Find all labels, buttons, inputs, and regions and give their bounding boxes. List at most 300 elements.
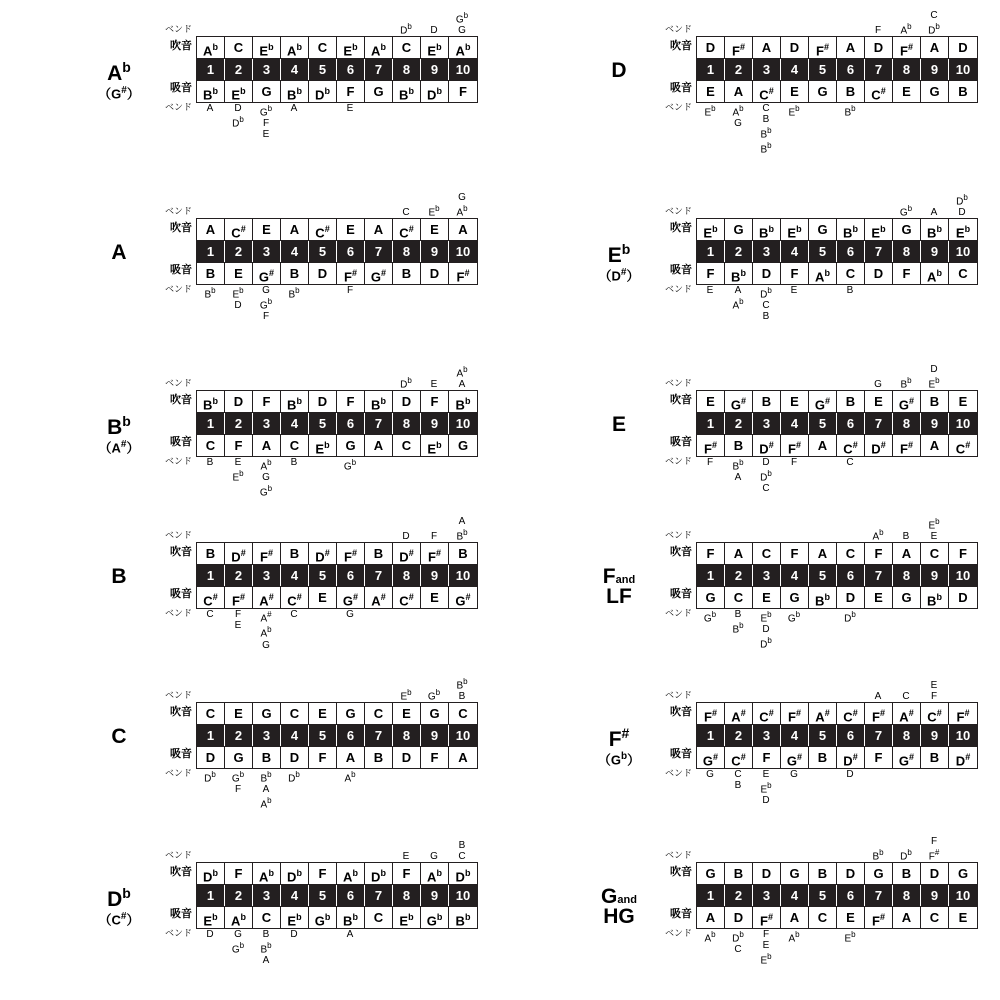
bend-cell	[864, 609, 892, 651]
draw-row-label: 吸音	[170, 82, 192, 94]
bend-cell: $D^b$	[204, 770, 216, 785]
hole-number-cell: 3	[753, 885, 781, 906]
bend-cell	[392, 769, 420, 811]
bend-row	[196, 285, 476, 322]
blow-cell: E	[781, 391, 809, 412]
bend-cell	[364, 103, 392, 140]
draw-cell: $B^b$	[281, 81, 309, 102]
blow-cell: G	[697, 863, 725, 884]
overblow-row-label: ベンド	[664, 378, 692, 388]
bend-cell: B	[846, 285, 854, 296]
blow-row	[196, 36, 478, 58]
bend-cell	[392, 457, 420, 499]
key-chart	[580, 192, 971, 323]
draw-cell: F	[225, 435, 253, 456]
hole-number-row	[196, 240, 478, 262]
hole-number-cell: 9	[421, 59, 449, 80]
hole-number-cell: 6	[837, 59, 865, 80]
key-name	[80, 14, 158, 101]
hole-number-cell: 10	[955, 568, 971, 583]
hole-number-cell: 6	[837, 413, 865, 434]
blow-cell: C	[458, 706, 468, 721]
blow-cell: F#	[893, 37, 921, 58]
draw-cell: $A^b$	[921, 263, 949, 284]
draw-cell: D	[281, 747, 309, 768]
overblow-cell: $B^b$ B	[456, 676, 468, 702]
hole-number-cell: 1	[697, 725, 725, 746]
bend-cell: B $B^b$ A	[260, 929, 272, 967]
draw-cell: D#	[753, 435, 781, 456]
key-chart	[80, 840, 471, 967]
overblow-cell: $E^b$	[400, 687, 412, 702]
hole-number-cell: 10	[955, 416, 971, 431]
blow-row-label: 吹音	[170, 546, 192, 558]
draw-cell: F	[459, 84, 467, 99]
draw-cell: $E^b$	[421, 435, 449, 456]
draw-cell: G	[893, 587, 921, 608]
bend-cell: C B $B^b$ $B^b$	[760, 103, 772, 156]
blow-cell: C	[281, 703, 309, 724]
blow-cell: D	[837, 863, 865, 884]
overblow-row-label: ベンド	[664, 530, 692, 540]
blow-cell: $D^b$	[197, 863, 225, 884]
hole-number-cell: 8	[893, 413, 921, 434]
overblow-row	[196, 10, 476, 36]
blow-row-label: 吹音	[670, 40, 692, 52]
hole-number-cell: 3	[253, 885, 281, 906]
bend-cell	[392, 929, 420, 966]
bend-cell	[308, 457, 336, 499]
draw-cell: G#	[455, 592, 471, 609]
bend-cell: $A^b$	[344, 770, 356, 785]
draw-cell: F#	[697, 435, 725, 456]
key-name-primary: F#	[608, 725, 630, 751]
draw-cell: $B^b$	[809, 587, 837, 608]
overblow-row-label: ベンド	[664, 850, 692, 860]
bend-cell: E	[790, 285, 798, 296]
bend-cell	[448, 609, 476, 651]
key-name	[580, 840, 658, 928]
hole-number-cell: 2	[225, 59, 253, 80]
bend-cell	[420, 285, 448, 322]
draw-cell: E	[781, 81, 809, 102]
bend-cell	[392, 103, 420, 140]
bend-cell	[808, 285, 836, 322]
overblow-cell: $E^b$ E	[928, 516, 940, 542]
blow-cell: F	[421, 391, 449, 412]
blow-cell: $E^b$	[697, 219, 725, 240]
blow-cell: D	[781, 37, 809, 58]
draw-row	[696, 262, 978, 285]
draw-cell: $E^b$	[393, 907, 421, 928]
hole-number-cell: 5	[309, 885, 337, 906]
bend-row-label: ベンド	[164, 102, 192, 112]
bend-row-label: ベンド	[164, 608, 192, 618]
bend-cell: B $B^b$	[732, 609, 744, 636]
blow-cell: G	[809, 219, 837, 240]
hole-number-cell: 2	[725, 885, 753, 906]
draw-cell: E	[837, 907, 865, 928]
blow-cell: C	[197, 703, 225, 724]
hole-grid	[696, 218, 978, 285]
draw-row	[696, 80, 978, 103]
hole-number-row	[696, 58, 978, 80]
overblow-row-label: ベンド	[164, 378, 192, 388]
overblow-row-label: ベンド	[164, 850, 192, 860]
bend-cell	[892, 103, 920, 156]
hole-grid	[196, 862, 478, 929]
bend-row-label: ベンド	[664, 102, 692, 112]
hole-number-row	[196, 724, 478, 746]
bend-cell: $A^b$	[704, 930, 716, 945]
hole-number-cell: 6	[837, 241, 865, 262]
blow-row-label: 吹音	[670, 706, 692, 718]
hole-number-cell: 10	[455, 62, 471, 77]
hole-number-cell: 3	[753, 241, 781, 262]
overblow-row-label: ベンド	[164, 24, 192, 34]
draw-cell: $D^b$	[309, 81, 337, 102]
key-name-secondary: LF	[606, 585, 632, 609]
hole-number-cell: 7	[865, 725, 893, 746]
hole-number-row	[196, 412, 478, 434]
key-chart	[580, 516, 971, 651]
bend-cell	[420, 609, 448, 651]
hole-number-cell: 7	[865, 59, 893, 80]
draw-cell: B	[365, 747, 393, 768]
bend-cell	[420, 929, 448, 966]
blow-cell: C	[365, 703, 393, 724]
key-name	[80, 196, 158, 264]
hole-number-cell: 7	[865, 885, 893, 906]
blow-cell: D	[865, 37, 893, 58]
bend-cell: F E $E^b$	[760, 929, 772, 967]
blow-cell: G	[865, 863, 893, 884]
overblow-cell: A	[930, 207, 938, 218]
overblow-cell: E	[430, 379, 438, 390]
bend-cell	[920, 929, 948, 966]
overblow-cell: $E^b$	[428, 203, 440, 218]
blow-row-label: 吹音	[170, 866, 192, 878]
draw-cell: F#	[781, 435, 809, 456]
blow-cell: E	[697, 391, 725, 412]
hole-grid	[196, 36, 478, 103]
blow-cell: G	[781, 863, 809, 884]
draw-cell: G#	[337, 587, 365, 608]
key-name-primary: Gand	[601, 885, 637, 908]
blow-cell: $B^b$	[455, 396, 471, 413]
bend-row-label: ベンド	[664, 456, 692, 466]
blow-cell: C#	[753, 703, 781, 724]
draw-cell: G#	[781, 747, 809, 768]
bend-cell	[864, 769, 892, 806]
overblow-cell: E F	[930, 680, 938, 702]
draw-cell: G	[225, 747, 253, 768]
key-name-secondary: HG	[603, 905, 635, 929]
blow-cell: A	[458, 222, 468, 237]
draw-cell: C	[725, 587, 753, 608]
hole-number-cell: 5	[809, 725, 837, 746]
overblow-cell: B C	[458, 840, 466, 862]
hole-number-cell: 3	[253, 241, 281, 262]
draw-cell: B	[253, 747, 281, 768]
blow-cell: $B^b$	[753, 219, 781, 240]
draw-cell: C#	[955, 440, 971, 457]
hole-number-cell: 3	[753, 413, 781, 434]
draw-cell: $B^b$	[921, 587, 949, 608]
bend-cell	[364, 609, 392, 651]
hole-number-cell: 10	[455, 888, 471, 903]
draw-cell: B	[281, 263, 309, 284]
draw-cell: F	[421, 747, 449, 768]
draw-cell: $G^b$	[421, 907, 449, 928]
key-chart	[80, 676, 471, 811]
overblow-cell: B	[902, 531, 910, 542]
blow-cell: F	[697, 543, 725, 564]
blow-cell: $A^b$	[365, 37, 393, 58]
overblow-cell: $G^b$ G	[455, 10, 469, 36]
hole-number-cell: 2	[225, 413, 253, 434]
hole-number-cell: 9	[921, 565, 949, 586]
overblow-row-label: ベンド	[664, 24, 692, 34]
hole-number-cell: 10	[455, 244, 471, 259]
overblow-row-label: ベンド	[164, 530, 192, 540]
blow-cell: B	[921, 391, 949, 412]
hole-number-cell: 2	[725, 413, 753, 434]
overblow-cell: D	[430, 25, 438, 36]
hole-number-cell: 7	[365, 413, 393, 434]
draw-cell: G	[921, 81, 949, 102]
bend-cell	[892, 285, 920, 322]
blow-cell: A	[753, 37, 781, 58]
blow-cell: F#	[421, 543, 449, 564]
blow-cell: $A^b$	[455, 42, 471, 59]
hole-number-cell: 3	[253, 725, 281, 746]
key-name-alternate: （A#）	[98, 439, 140, 456]
blow-cell: G#	[725, 391, 753, 412]
blow-cell: $E^b$	[865, 219, 893, 240]
blow-cell: B	[365, 543, 393, 564]
bend-cell	[308, 103, 336, 140]
draw-cell: D	[958, 590, 968, 605]
draw-cell: G	[253, 81, 281, 102]
hole-number-cell: 5	[809, 59, 837, 80]
bend-cell	[948, 285, 976, 322]
hole-number-cell: 4	[281, 241, 309, 262]
hole-grid	[196, 218, 478, 285]
hole-grid	[696, 542, 978, 609]
blow-cell: $D^b$	[365, 863, 393, 884]
blow-cell: D	[393, 391, 421, 412]
bend-cell	[420, 103, 448, 140]
key-name	[80, 368, 158, 455]
hole-grid	[696, 862, 978, 929]
draw-row-label: 吸音	[170, 748, 192, 760]
hole-number-cell: 2	[225, 885, 253, 906]
bend-row-label: ベンド	[164, 284, 192, 294]
blow-row-label: 吹音	[670, 394, 692, 406]
bend-cell: E $E^b$ D	[760, 769, 772, 807]
overblow-cell: $A^b$	[872, 527, 884, 542]
overblow-row	[696, 516, 976, 542]
bend-row	[196, 609, 476, 651]
draw-row	[196, 434, 478, 457]
draw-cell: E	[697, 81, 725, 102]
draw-cell: $B^b$	[197, 81, 225, 102]
blow-cell: F#	[956, 708, 970, 725]
hole-number-cell: 2	[225, 565, 253, 586]
hole-number-cell: 1	[697, 413, 725, 434]
draw-cell: D#	[865, 435, 893, 456]
bend-cell	[808, 929, 836, 966]
bend-cell	[920, 285, 948, 322]
bend-cell	[308, 769, 336, 811]
blow-cell: D	[958, 40, 968, 55]
key-name-primary: D	[611, 59, 627, 82]
hole-number-cell: 5	[309, 241, 337, 262]
draw-cell: F#	[753, 907, 781, 928]
key-chart	[580, 835, 971, 967]
bend-cell: A $A^b$	[732, 285, 744, 312]
overblow-row	[196, 191, 476, 218]
bend-cell	[948, 929, 976, 966]
blow-cell: A#	[893, 703, 921, 724]
hole-number-cell: 8	[393, 413, 421, 434]
bend-cell	[448, 103, 476, 140]
hole-number-cell: 5	[809, 565, 837, 586]
hole-number-cell: 2	[725, 241, 753, 262]
bend-cell: G	[790, 769, 798, 780]
hole-number-row	[196, 564, 478, 586]
blow-cell: $B^b$	[837, 219, 865, 240]
hole-number-cell: 1	[197, 885, 225, 906]
hole-number-cell: 10	[955, 244, 971, 259]
blow-cell: G	[893, 219, 921, 240]
bend-cell: $B^b$ A	[732, 458, 744, 484]
blow-cell: A	[837, 37, 865, 58]
overblow-cell: $A^b$	[900, 21, 912, 36]
draw-cell: C	[393, 435, 421, 456]
draw-cell: B	[197, 263, 225, 284]
draw-cell: C	[197, 435, 225, 456]
bend-cell: F	[706, 457, 714, 468]
hole-number-cell: 6	[337, 413, 365, 434]
blow-cell: A#	[809, 703, 837, 724]
overblow-cell: G $A^b$	[456, 191, 468, 218]
overblow-row	[196, 840, 476, 862]
bend-cell: A# $A^b$ G	[260, 610, 272, 651]
hole-grid	[196, 702, 478, 769]
hole-number-cell: 8	[393, 725, 421, 746]
blow-cell: E	[309, 703, 337, 724]
hole-number-cell: 1	[697, 565, 725, 586]
bend-row-label: ベンド	[664, 928, 692, 938]
hole-number-cell: 7	[865, 413, 893, 434]
overblow-cell: C	[402, 207, 410, 218]
blow-row	[696, 218, 978, 240]
blow-row	[196, 390, 478, 412]
blow-cell: E	[421, 219, 449, 240]
bend-cell	[864, 285, 892, 322]
draw-row-label: 吸音	[170, 588, 192, 600]
overblow-cell: $G^b$	[899, 203, 913, 218]
key-chart	[580, 9, 971, 156]
draw-cell: E	[225, 263, 253, 284]
hole-number-cell: 3	[253, 413, 281, 434]
bend-row-label: ベンド	[664, 284, 692, 294]
draw-cell: B	[725, 435, 753, 456]
overblow-cell: A	[874, 691, 882, 702]
hole-number-cell: 5	[309, 59, 337, 80]
hole-number-cell: 4	[281, 59, 309, 80]
blow-row	[696, 390, 978, 412]
hole-number-row	[696, 884, 978, 906]
bend-cell	[892, 929, 920, 966]
draw-row	[196, 586, 478, 609]
hole-number-cell: 9	[421, 725, 449, 746]
hole-number-cell: 8	[393, 565, 421, 586]
blow-cell: $E^b$	[253, 37, 281, 58]
blow-row	[196, 542, 478, 564]
hole-number-cell: 8	[893, 885, 921, 906]
draw-row-label: 吸音	[670, 908, 692, 920]
draw-row-label: 吸音	[670, 748, 692, 760]
hole-grid	[196, 542, 478, 609]
blow-cell: G#	[809, 391, 837, 412]
bend-cell	[892, 457, 920, 494]
draw-cell: D#	[955, 752, 971, 769]
bend-cell	[920, 457, 948, 494]
draw-cell: A	[697, 907, 725, 928]
blow-cell: F#	[253, 543, 281, 564]
draw-cell: D	[837, 587, 865, 608]
draw-cell: C#	[837, 435, 865, 456]
bend-cell	[948, 609, 976, 651]
hole-number-cell: 9	[921, 885, 949, 906]
draw-cell: C	[958, 266, 968, 281]
bend-cell: G $G^b$ F	[259, 285, 273, 323]
hole-grid	[696, 36, 978, 103]
bend-cell: $B^b$	[204, 286, 216, 301]
bend-cell: C	[206, 609, 214, 620]
draw-cell: D	[393, 747, 421, 768]
key-name	[80, 520, 158, 588]
hole-grid	[696, 702, 978, 769]
key-name	[80, 680, 158, 748]
blow-cell: C	[393, 37, 421, 58]
overblow-cell: $D^b$ D	[956, 192, 968, 218]
blow-cell: B	[809, 863, 837, 884]
blow-cell: A	[893, 543, 921, 564]
bend-cell: F	[790, 457, 798, 468]
hole-number-row	[696, 724, 978, 746]
overblow-cell: $A^b$ A	[456, 364, 468, 390]
blow-cell: $A^b$	[421, 863, 449, 884]
draw-cell: A	[253, 435, 281, 456]
overblow-cell: $B^b$	[900, 375, 912, 390]
hole-number-row	[196, 58, 478, 80]
draw-cell: C	[281, 435, 309, 456]
draw-cell: C#	[725, 747, 753, 768]
draw-cell: G#	[697, 747, 725, 768]
blow-cell: F	[865, 543, 893, 564]
bend-row	[196, 929, 476, 966]
draw-cell: B	[921, 747, 949, 768]
key-name-alternate: （G#）	[98, 85, 140, 102]
draw-row	[196, 746, 478, 769]
blow-cell: $B^b$	[197, 391, 225, 412]
hole-number-cell: 1	[197, 565, 225, 586]
draw-cell: G#	[893, 747, 921, 768]
